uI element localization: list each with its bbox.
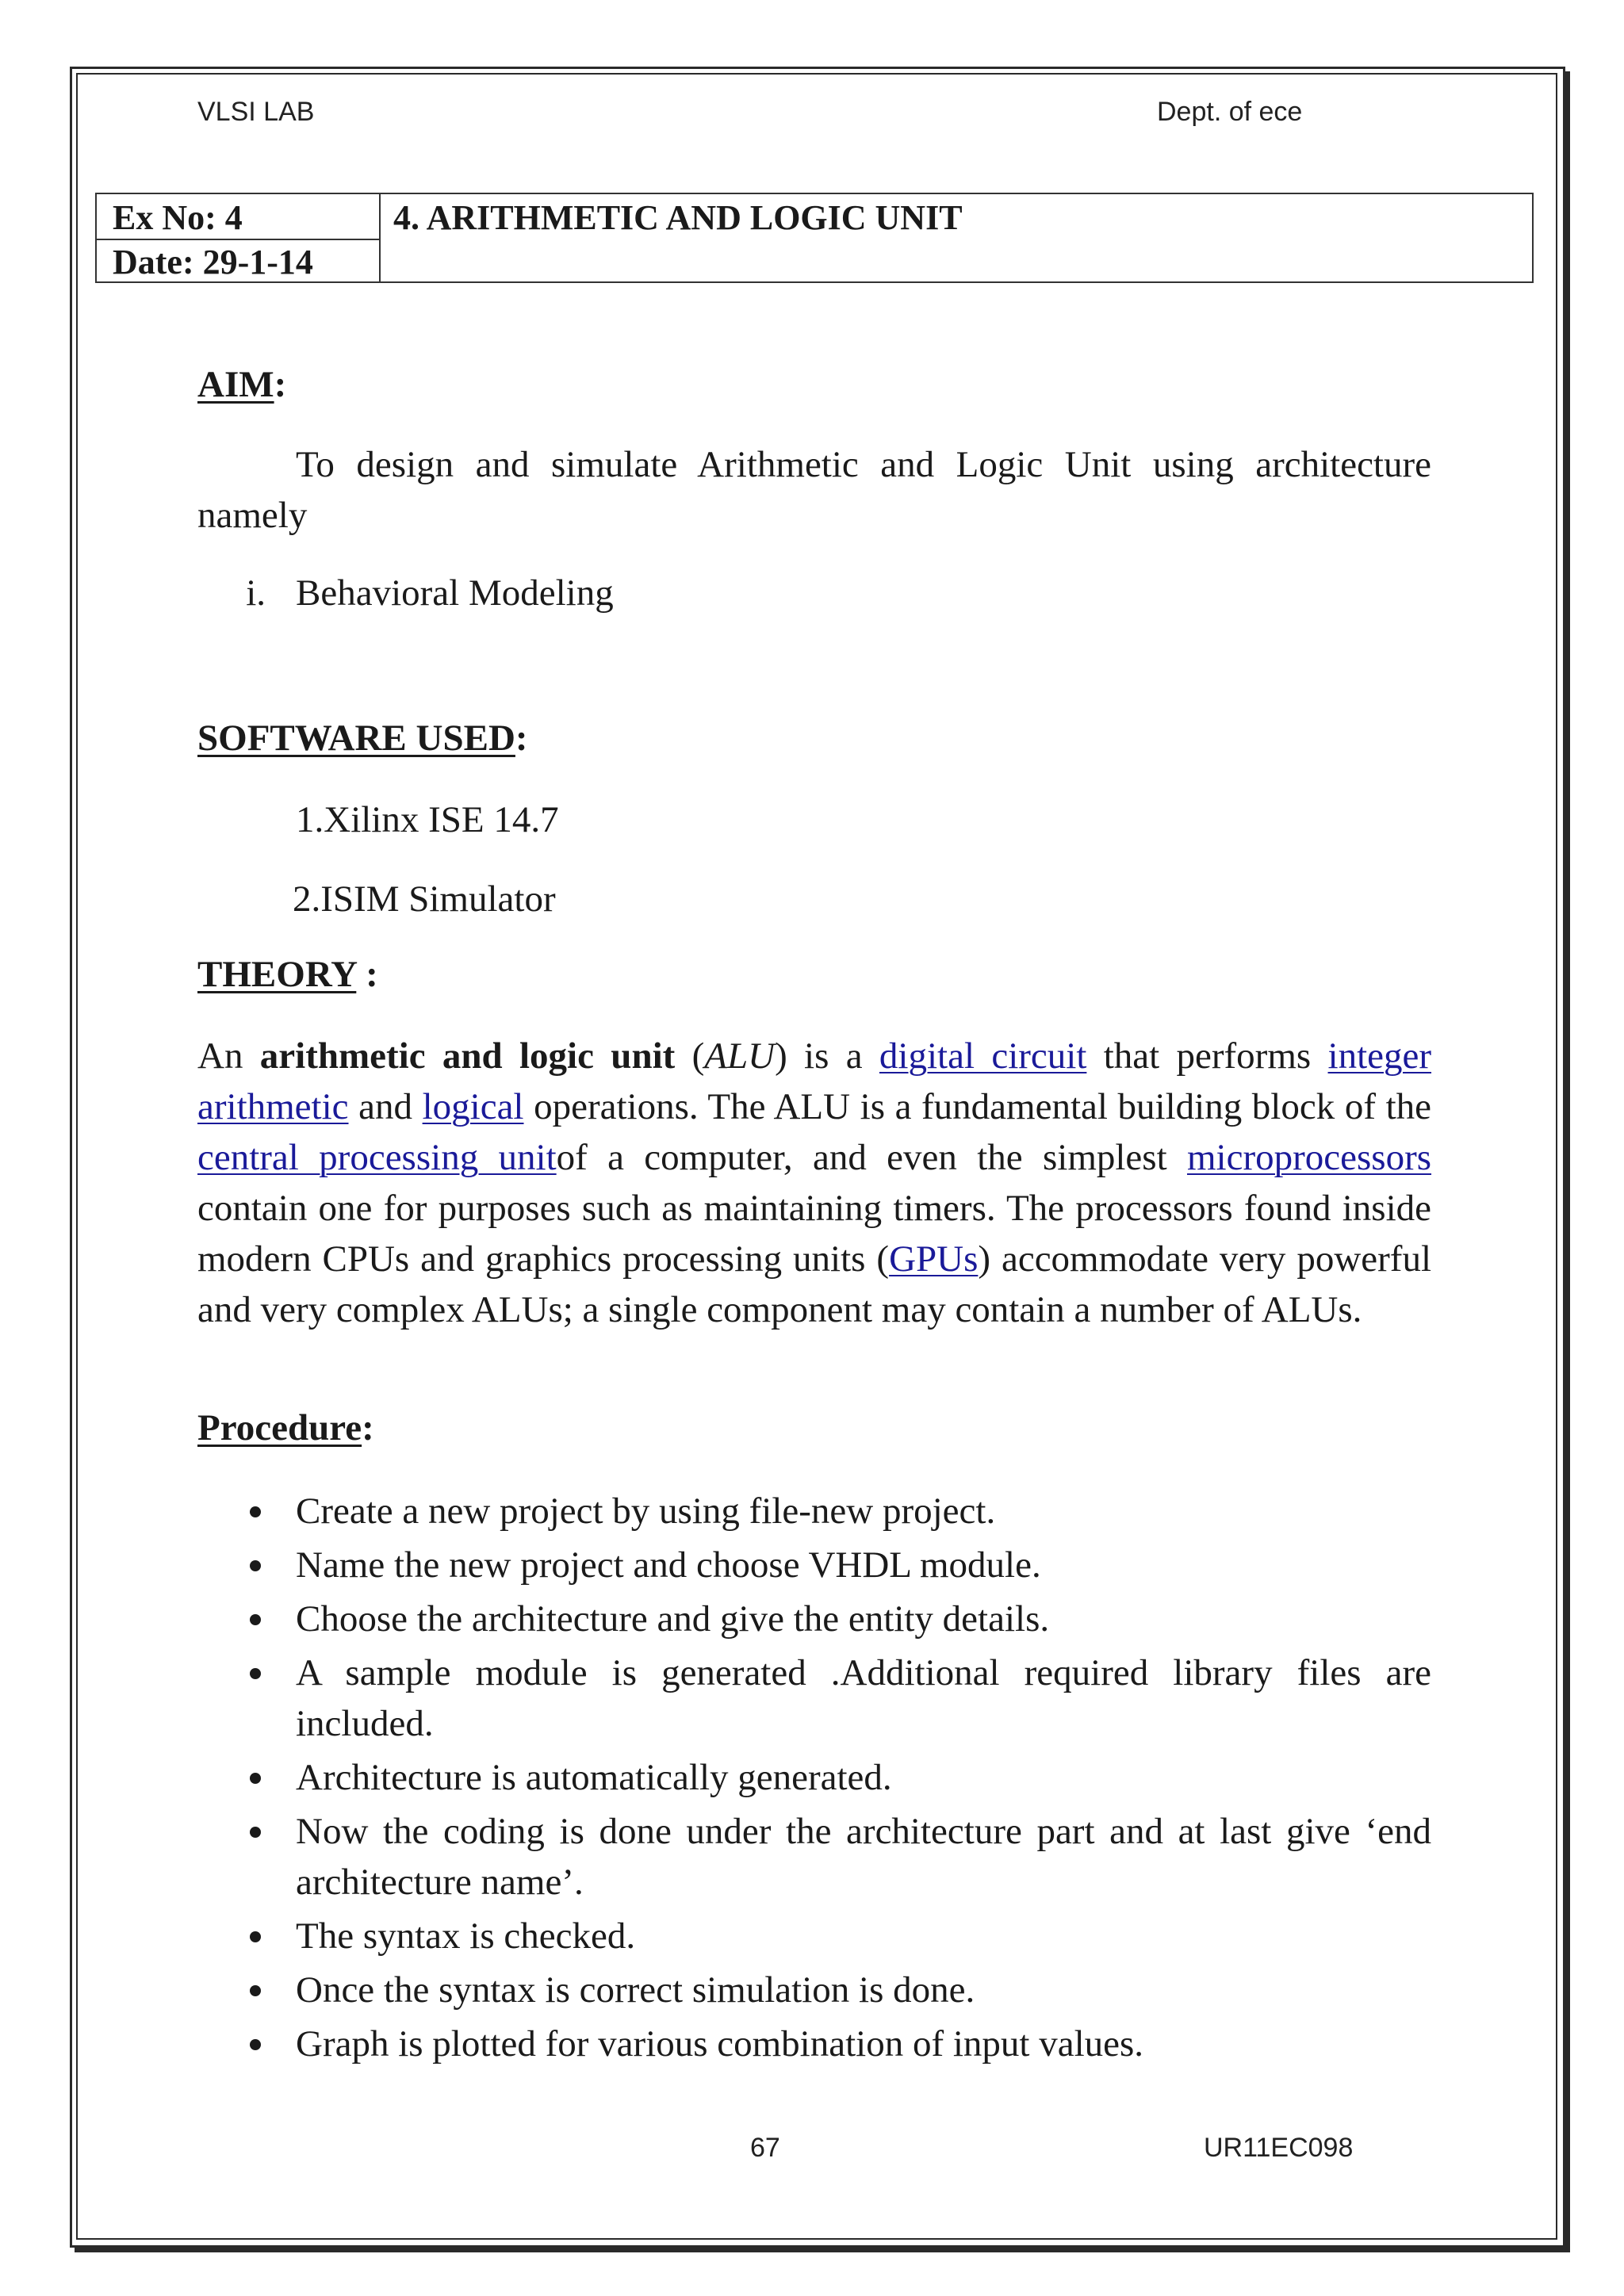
link-digital-circuit[interactable]: digital circuit	[879, 1035, 1087, 1077]
procedure-list	[197, 1486, 1431, 2072]
bullet-icon	[250, 1985, 261, 1996]
list-item: Architecture is automatically generated.	[197, 1752, 1431, 1803]
exercise-title: 4. ARITHMETIC AND LOGIC UNIT	[393, 198, 963, 237]
list-item: Create a new project by using file-new project.	[197, 1486, 1431, 1536]
link-microprocessors[interactable]: microprocessors	[1186, 1137, 1432, 1178]
theory-text: An	[197, 1035, 260, 1077]
theory-text: ) is a	[775, 1035, 879, 1077]
exercise-date: Date: 29-1-14	[113, 243, 313, 281]
link-central-processing-unit[interactable]: central processing unit	[197, 1137, 557, 1178]
bullet-icon	[250, 2039, 261, 2050]
aim-item-marker: i.	[246, 572, 266, 614]
theory-term: arithmetic and logic unit	[259, 1035, 676, 1077]
list-item: A sample module is generated .Additional required library files are included.	[197, 1647, 1431, 1749]
list-item: Choose the architecture and give the entity details.	[197, 1594, 1431, 1644]
theory-text: and	[348, 1086, 423, 1127]
theory-text: of a computer, and even the simplest	[556, 1137, 1187, 1178]
theory-heading: THEORY :	[197, 954, 378, 995]
exercise-row-divider	[97, 239, 379, 240]
software-heading: SOFTWARE USED:	[197, 718, 528, 759]
aim-heading: AIM:	[197, 364, 287, 405]
page-number: 67	[750, 2133, 780, 2163]
theory-text: contain one for purposes such as maintaining timers. The processors found inside modern CPUs and graphics processing units (	[197, 1188, 1431, 1280]
list-item: The syntax is checked.	[197, 1911, 1431, 1961]
theory-text: operations. The ALU is a fundamental building block of the	[523, 1086, 1431, 1127]
aim-list-item	[197, 568, 1431, 618]
theory-text: that performs	[1086, 1035, 1328, 1077]
software-item: 1.Xilinx ISE 14.7	[296, 799, 559, 840]
procedure-heading: Procedure:	[197, 1407, 374, 1448]
theory-text: ) accommodate very powerful and very complex ALUs; a single component may contain a number of ALUs.	[197, 1238, 1431, 1330]
exercise-info-table	[95, 193, 1534, 283]
theory-alu-abbrev: ALU	[704, 1035, 776, 1077]
link-integer[interactable]: integer	[1327, 1035, 1432, 1077]
theory-text: (	[675, 1035, 705, 1077]
header-lab-name: VLSI LAB	[197, 97, 315, 127]
roll-number: UR11EC098	[1204, 2133, 1354, 2163]
aim-text: To design and simulate Arithmetic and Logic Unit using architecture namely	[197, 444, 1431, 536]
bullet-icon	[250, 1614, 261, 1625]
list-item: Name the new project and choose VHDL module.	[197, 1540, 1431, 1590]
bullet-icon	[250, 1560, 261, 1571]
aim-item-text: Behavioral Modeling	[296, 572, 614, 614]
exercise-number: Ex No: 4	[113, 198, 243, 237]
list-item: Now the coding is done under the architecture part and at last give ‘end architecture name’.	[197, 1806, 1431, 1908]
bullet-icon	[250, 1827, 261, 1838]
theory-paragraph	[197, 1031, 1431, 1335]
link-arithmetic[interactable]: arithmetic	[197, 1086, 349, 1127]
bullet-icon	[250, 1773, 261, 1784]
list-item: Once the syntax is correct simulation is done.	[197, 1965, 1431, 2015]
link-logical[interactable]: logical	[422, 1086, 524, 1127]
bullet-icon	[250, 1931, 261, 1942]
bullet-icon	[250, 1668, 261, 1679]
bullet-icon	[250, 1506, 261, 1517]
link-gpus[interactable]: GPUs	[889, 1238, 979, 1280]
software-item: 2.ISIM Simulator	[293, 878, 556, 920]
header-department: Dept. of ece	[1157, 97, 1303, 127]
list-item: Graph is plotted for various combination of input values.	[197, 2019, 1431, 2069]
